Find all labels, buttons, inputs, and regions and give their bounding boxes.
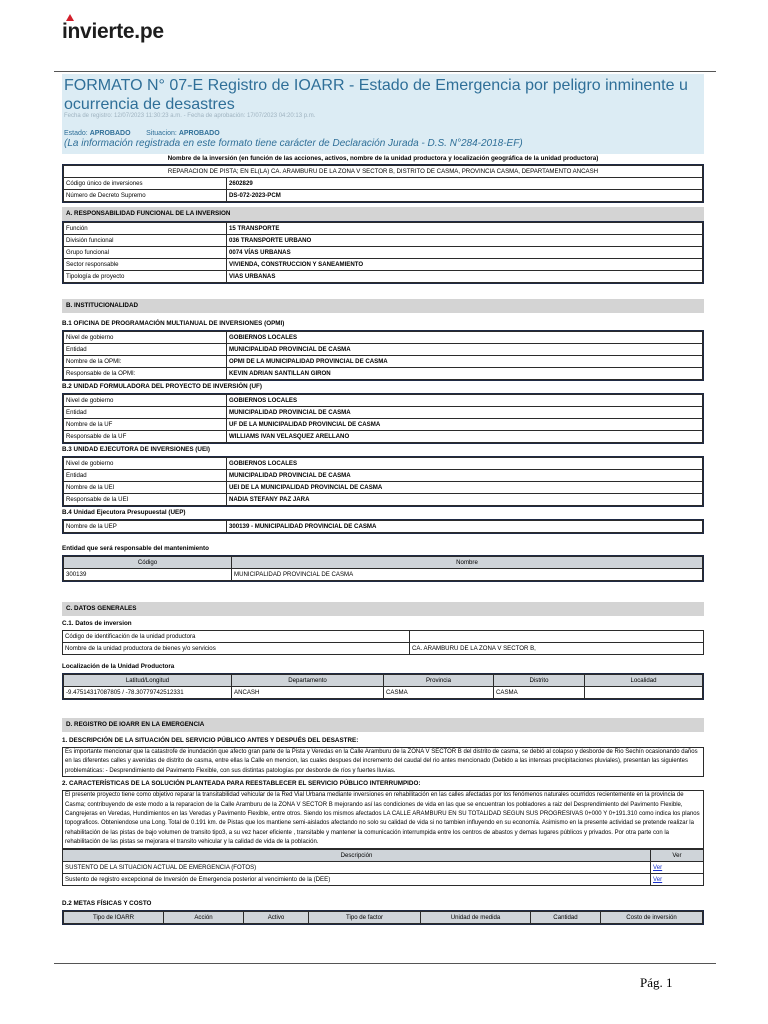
location-box	[62, 673, 704, 700]
maintenance-code: 300139	[64, 569, 232, 581]
row-label: Nombre de la UEI	[64, 482, 227, 494]
row-value: UEI DE LA MUNICIPALIDAD PROVINCIAL DE CASMA	[227, 482, 703, 494]
d2-description: El presente proyecto tiene como objetivo reparar la transitabilidad vehicular de la Red Vial Urbana mediante inversiones en rehabilitación en las calles afectadas por los fenómenos naturales ocurridos recientemente en la provincia de Casma; contribuyendo de este modo a la reparacion de la Calle Aramburu de la ZONA V SECTOR B mejorando así las condiciones de vida en las que se encuentran los pobladores a raiz del Desprendimiento del Pavimento Flexible, Cangrejeras en Veredas, Hundimientos en las Veredas y Pavimento Flexible, entre otros. Siendo los mismos afectados LA CALLE ARAMBURU EN SU TOTALIDAD SEGUN SUS PROGRESIVAS 0+000 Y 0+191.310 como indica los planos topograficos. Obteniendose una Long. Total de 0.191 km. de Pistas que los mantiene semi-aislados afectando no solo su calidad de vida si no tambien influyendo en su economía. Asimismo en la presente actividad se pretende realizar la rehabilitación de las pistas de bajo volumen de transito tipo3, a su vez hacer eficiente , transitable y mantener la comunicación interrumpida entre los centros de abastos y demas lugares públicos y privados. Por otra parte con la rehabilitación de las pistas se mejorara el transito vehicular y la calidad de vida de la población.	[62, 790, 704, 848]
row-label: Número de Decreto Supremo	[64, 190, 227, 202]
column-header: Descripción	[63, 849, 651, 861]
column-header: Distrito	[494, 675, 585, 687]
row-value	[410, 631, 704, 643]
row-label: Nombre de la OPMI:	[64, 356, 227, 368]
lat-long: -9.47514317087805 / -78.30779742512331	[64, 687, 232, 699]
row-value: VIAS URBANAS	[227, 271, 703, 283]
column-header: Activo	[244, 911, 309, 923]
c1-title: C.1. Datos de inversion	[62, 620, 132, 627]
section-a-table	[63, 222, 703, 283]
row-label: Responsable de la OPMI:	[64, 368, 227, 380]
metas-box	[62, 910, 704, 925]
sworn-declaration-note: (La información registrada en este formato tiene carácter de Declaración Jurada - D.S. N°284-2018-EF)	[64, 138, 523, 149]
row-value: 036 TRANSPORTE URBANO	[227, 235, 703, 247]
page-number: Pág. 1	[640, 975, 673, 990]
row-value: VIVIENDA, CONSTRUCCION Y SANEAMIENTO	[227, 259, 703, 271]
row-label: Entidad	[64, 470, 227, 482]
view-document-link[interactable]: Ver	[653, 875, 663, 883]
table-row	[64, 271, 703, 283]
bottom-divider	[54, 963, 716, 964]
table-row	[64, 494, 703, 506]
table-row	[63, 861, 704, 873]
maintenance-box	[62, 555, 704, 582]
row-value: 15 TRANSPORTE	[227, 223, 703, 235]
column-header: Ver	[651, 849, 704, 861]
row-value: 2602829	[227, 178, 703, 190]
table-row	[63, 631, 704, 643]
table-row	[63, 643, 704, 655]
b4-table	[63, 520, 703, 533]
b3-table	[63, 457, 703, 506]
view-document-link[interactable]: Ver	[653, 863, 663, 871]
section-a-title: A. RESPONSABILIDAD FUNCIONAL DE LA INVERSION	[62, 207, 704, 221]
row-label: División funcional	[64, 235, 227, 247]
d2-title: 2. CARACTERÍSTICAS DE LA SOLUCIÓN PLANTEADA PARA REESTABLECER EL SERVICIO PÚBLICO INTERRUMPIDO:	[62, 780, 421, 788]
d1-title: 1. DESCRIPCIÓN DE LA SITUACIÓN DEL SERVICIO PÚBLICO ANTES Y DESPUÉS DEL DESASTRE:	[62, 737, 359, 744]
table-row	[64, 178, 703, 190]
locality	[585, 687, 703, 699]
row-value: UF DE LA MUNICIPALIDAD PROVINCIAL DE CASMA	[227, 419, 703, 431]
document-description: SUSTENTO DE LA SITUACION ACTUAL DE EMERGENCIA (FOTOS)	[63, 861, 651, 873]
table-row	[64, 569, 703, 581]
row-value: GOBIERNOS LOCALES	[227, 458, 703, 470]
metas-table	[63, 911, 703, 924]
row-label: Responsable de la UF	[64, 431, 227, 443]
section-d-title: D. REGISTRO DE IOARR EN LA EMERGENCIA	[62, 718, 704, 732]
table-row	[64, 419, 703, 431]
maintenance-table	[63, 556, 703, 581]
row-label: Nivel de gobierno	[64, 395, 227, 407]
d2-metas-title: D.2 METAS FÍSICAS Y COSTO	[62, 899, 152, 907]
page-title: FORMATO N° 07-E Registro de IOARR - Estado de Emergencia por peligro inminente u ocurrencia de desastres	[64, 77, 688, 113]
investment-table	[63, 165, 703, 202]
row-label: Código de identificación de la unidad productora	[63, 631, 410, 643]
estado-label: Estado:	[64, 130, 88, 137]
table-row	[64, 482, 703, 494]
row-value: MUNICIPALIDAD PROVINCIAL DE CASMA	[227, 470, 703, 482]
row-value: NADIA STEFANY PAZ JARA	[227, 494, 703, 506]
table-row	[64, 259, 703, 271]
column-header: Costo de inversión	[601, 911, 703, 923]
province: CASMA	[384, 687, 494, 699]
row-label: Tipología de proyecto	[64, 271, 227, 283]
maintenance-name: MUNICIPALIDAD PROVINCIAL DE CASMA	[232, 569, 703, 581]
column-header: Cantidad	[531, 911, 601, 923]
table-row	[64, 368, 703, 380]
department: ANCASH	[232, 687, 384, 699]
column-header: Tipo de IOARR	[64, 911, 164, 923]
location-table	[63, 674, 703, 699]
situacion-value: APROBADO	[178, 130, 220, 137]
b2-title: B.2 UNIDAD FORMULADORA DEL PROYECTO DE INVERSIÓN (UF)	[62, 383, 262, 390]
row-label: Entidad	[64, 407, 227, 419]
district: CASMA	[494, 687, 585, 699]
row-value: 300139 - MUNICIPALIDAD PROVINCIAL DE CASMA	[227, 521, 703, 533]
row-label: Nivel de gobierno	[64, 458, 227, 470]
table-row	[64, 332, 703, 344]
location-title: Localización de la Unidad Productora	[62, 663, 175, 670]
table-row	[64, 344, 703, 356]
row-label: Nombre de la unidad productora de bienes y/o servicios	[63, 643, 410, 655]
row-label: Nivel de gobierno	[64, 332, 227, 344]
b3-box	[62, 456, 704, 507]
table-row	[64, 458, 703, 470]
b2-table	[63, 394, 703, 443]
b1-title: B.1 OFICINA DE PROGRAMACIÓN MULTIANUAL DE INVERSIONES (OPMI)	[62, 320, 285, 327]
investment-box	[62, 164, 704, 203]
column-header: Código	[64, 557, 232, 569]
row-value: MUNICIPALIDAD PROVINCIAL DE CASMA	[227, 344, 703, 356]
b2-box	[62, 393, 704, 444]
table-row	[64, 190, 703, 202]
maintenance-title: Entidad que será responsable del mantenimiento	[62, 545, 209, 552]
table-row	[64, 687, 703, 699]
row-value: CA. ARAMBURU DE LA ZONA V SECTOR B,	[410, 643, 704, 655]
b1-table	[63, 331, 703, 380]
row-value: GOBIERNOS LOCALES	[227, 332, 703, 344]
column-header: Provincia	[384, 675, 494, 687]
investment-name: REPARACION DE PISTA; EN EL(LA) CA. ARAMBURU DE LA ZONA V SECTOR B, DISTRITO DE CASMA, PROVINCIA CASMA, DEPARTAMENTO ANCASH	[64, 166, 703, 178]
table-row	[64, 521, 703, 533]
table-row	[64, 247, 703, 259]
b1-box	[62, 330, 704, 381]
section-b-title: B. INSTITUCIONALIDAD	[62, 299, 704, 313]
document-description: Sustento de registro excepcional de Inversión de Emergencia posterior al vencimiento de la (DEE)	[63, 873, 651, 885]
registration-dates: Fecha de registro: 12/07/2023 11:30:23 a.m. - Fecha de aprobación: 17/07/2023 04:20:13 p.m.	[64, 113, 316, 119]
row-value: OPMI DE LA MUNICIPALIDAD PROVINCIAL DE CASMA	[227, 356, 703, 368]
section-a-box	[62, 221, 704, 284]
row-value: GOBIERNOS LOCALES	[227, 395, 703, 407]
table-row	[64, 407, 703, 419]
form-content	[62, 154, 704, 925]
logo-text: invierte.pe	[62, 20, 164, 43]
row-label: Responsable de la UEI	[64, 494, 227, 506]
table-header-row	[64, 911, 703, 923]
table-row	[64, 431, 703, 443]
status-line	[64, 130, 220, 137]
row-label: Nombre de la UF	[64, 419, 227, 431]
c1-table	[62, 630, 704, 655]
table-row	[64, 356, 703, 368]
column-header: Localidad	[585, 675, 703, 687]
column-header: Departamento	[232, 675, 384, 687]
row-value: WILLIAMS IVAN VELASQUEZ ARELLANO	[227, 431, 703, 443]
row-value: 0074 VÍAS URBANAS	[227, 247, 703, 259]
row-label: Grupo funcional	[64, 247, 227, 259]
b3-title: B.3 UNIDAD EJECUTORA DE INVERSIONES (UEI)	[62, 446, 210, 453]
row-value: MUNICIPALIDAD PROVINCIAL DE CASMA	[227, 407, 703, 419]
d1-description: Es importante mencionar que la catastrofe de inundación que afecto gran parte de la Pista y Veredas en la Calle Aramburu de la ZONA V SECTOR B del distrito de casma, se debió al colapso y desborde de Rio Sechín ocasionando daños en las diferentes calles y avenidas de distrito de casma, entre ellas la Calle en mencion, las cuales despues del incremento del caudal del rio antes mencionado (Debido a las intensas precipitaciones pluviales), presentan las siguientes problemáticas: - Desprendimiento del Pavimento Flexible, con sus distintas patologías por desborde de ríos y fuertes lluvias.	[62, 747, 704, 777]
column-header: Tipo de factor	[309, 911, 421, 923]
b4-box	[62, 519, 704, 534]
table-row	[64, 166, 703, 178]
b4-title: B.4 Unidad Ejecutora Presupuestal (UEP)	[62, 509, 186, 516]
table-header-row	[64, 675, 703, 687]
row-label: Función	[64, 223, 227, 235]
column-header: Unidad de medida	[421, 911, 531, 923]
situacion-label: Situacion:	[146, 130, 177, 137]
row-label: Código único de inversiones	[64, 178, 227, 190]
section-c-title: C. DATOS GENERALES	[62, 602, 704, 616]
table-row	[64, 235, 703, 247]
table-row	[64, 223, 703, 235]
row-value: KEVIN ADRIAN SANTILLAN GIRON	[227, 368, 703, 380]
row-value: DS-072-2023-PCM	[227, 190, 703, 202]
estado-value: APROBADO	[89, 130, 131, 137]
column-header: Nombre	[232, 557, 703, 569]
investment-name-caption: Nombre de la inversión (en función de las acciones, activos, nombre de la unidad productora y localización geográfica de la unidad productora)	[167, 155, 599, 162]
row-label: Entidad	[64, 344, 227, 356]
top-divider	[54, 71, 716, 72]
row-label: Sector responsable	[64, 259, 227, 271]
table-row	[64, 470, 703, 482]
table-row	[64, 395, 703, 407]
column-header: Acción	[164, 911, 244, 923]
documents-table	[62, 849, 704, 886]
table-header-row	[64, 557, 703, 569]
column-header: Latitud/Longitud	[64, 675, 232, 687]
table-row	[63, 873, 704, 885]
table-header-row	[63, 849, 704, 861]
row-label: Nombre de la UEP	[64, 521, 227, 533]
